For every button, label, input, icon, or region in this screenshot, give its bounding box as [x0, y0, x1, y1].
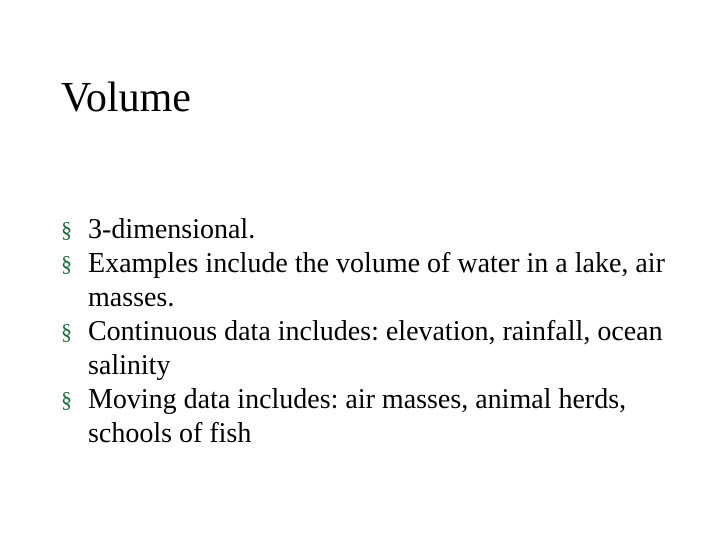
bullet-item	[61, 383, 681, 451]
bullet-marker-icon: §	[61, 387, 72, 412]
bullet-item	[61, 315, 681, 383]
bullet-text: Moving data includes: air masses, animal herds, schools of fish	[88, 384, 627, 449]
bullet-marker-icon: §	[61, 217, 72, 242]
bullet-marker-icon: §	[61, 251, 72, 276]
slide-title: Volume	[61, 75, 191, 121]
bullet-text: 3-dimensional.	[88, 214, 256, 245]
bullet-marker-icon: §	[61, 319, 72, 344]
bullet-text: Continuous data includes: elevation, rainfall, ocean salinity	[88, 316, 663, 381]
bullet-text: Examples include the volume of water in a lake, air masses.	[88, 248, 665, 313]
bullet-item	[61, 213, 681, 247]
bullet-list	[61, 213, 681, 451]
bullet-item	[61, 247, 681, 315]
